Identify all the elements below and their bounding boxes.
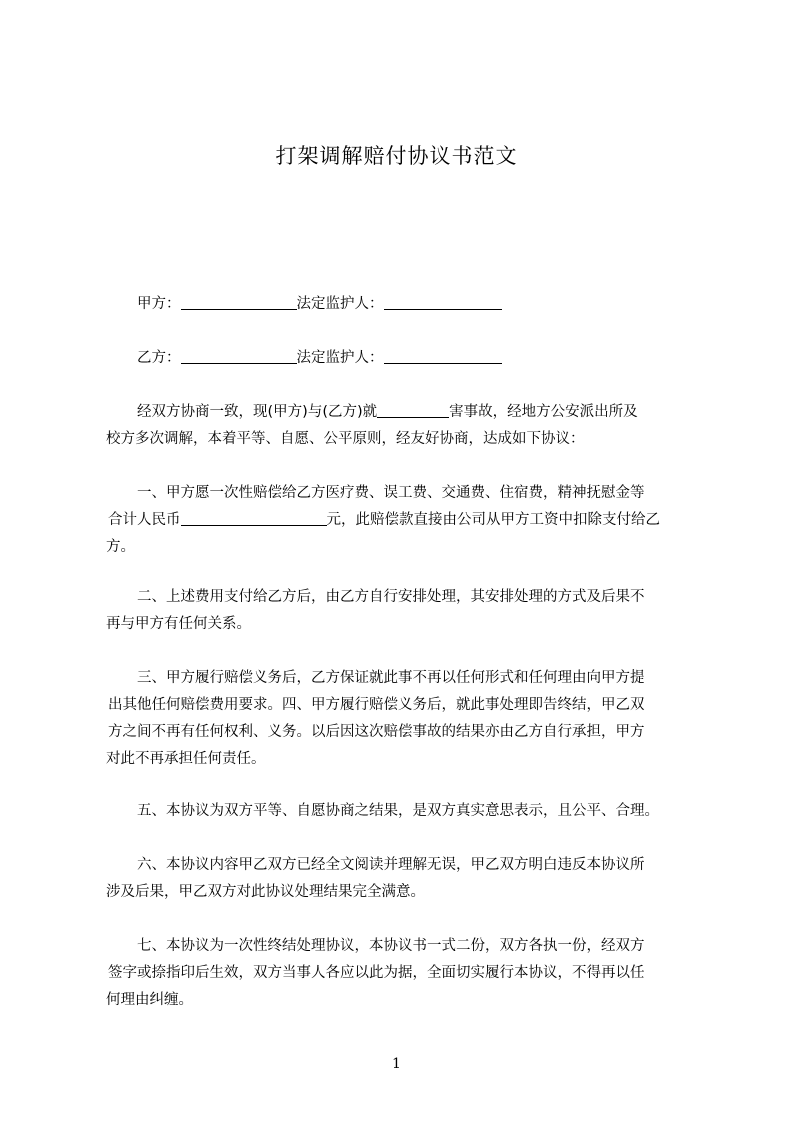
clause3-line-1: 三、甲方履行赔偿义务后，乙方保证就此事不再以任何形式和任何理由向甲方提 <box>137 670 645 686</box>
clause2-line-1: 二、上述费用支付给乙方后，由乙方自行安排处理，其安排处理的方式及后果不 <box>137 589 645 605</box>
party-a-name-blank <box>181 295 297 310</box>
clause1-line-3: 方。 <box>106 539 135 555</box>
document-title: 打架调解赔付协议书范文 <box>275 144 518 168</box>
clause1-line-2 <box>108 508 710 529</box>
party-a-guardian-blank <box>384 295 502 310</box>
intro-line-1 <box>137 400 739 421</box>
clause5-line-1: 五、本协议为双方平等、自愿协商之结果，是双方真实意思表示，且公平、合理。 <box>137 803 659 819</box>
clause7-line-2: 签字或捺指印后生效，双方当事人各应以此为据，全面切实履行本协议，不得再以任 <box>108 965 645 981</box>
clause3-line-2: 出其他任何赔偿费用要求。四、甲方履行赔偿义务后，就此事处理即告终结，甲乙双 <box>108 697 645 713</box>
clause1-amount-label: 合计人民币 <box>108 512 181 528</box>
clause1-text-b: 元，此赔偿款直接由公司从甲方工资中扣除支付给乙 <box>326 512 660 528</box>
page-number: 1 <box>392 1056 401 1072</box>
party-b-line <box>137 346 739 367</box>
clause6-line-2: 涉及后果，甲乙双方对此协议处理结果完全满意。 <box>106 884 425 900</box>
intro-text-a: 经双方协商一致，现(甲方)与(乙方)就 <box>137 404 378 420</box>
party-a-label: 甲方： <box>137 296 181 312</box>
party-b-guardian-label: 法定监护人： <box>296 350 384 366</box>
party-a-guardian-label: 法定监护人： <box>296 296 384 312</box>
party-b-label: 乙方： <box>137 350 181 366</box>
clause3-line-4: 对此不再承担任何责任。 <box>106 751 266 767</box>
clause6-line-1: 六、本协议内容甲乙双方已经全文阅读并理解无误，甲乙双方明白违反本协议所 <box>137 857 645 873</box>
intro-line-2: 校方多次调解，本着平等、自愿、公平原则，经友好协商，达成如下协议： <box>106 431 585 447</box>
clause2-line-2: 再与甲方有任何关系。 <box>106 616 251 632</box>
amount-blank <box>181 511 327 526</box>
clause7-line-1: 七、本协议为一次性终结处理协议，本协议书一式二份，双方各执一份，经双方 <box>137 938 645 954</box>
clause1-line-1: 一、甲方愿一次性赔偿给乙方医疗费、误工费、交通费、住宿费，精神抚慰金等 <box>137 485 645 501</box>
party-a-line <box>137 292 739 313</box>
incident-blank <box>377 403 449 418</box>
party-b-name-blank <box>181 349 297 364</box>
clause7-line-3: 何理由纠缠。 <box>106 992 193 1008</box>
party-b-guardian-blank <box>384 349 502 364</box>
clause3-line-3: 方之间不再有任何权利、义务。以后因这次赔偿事故的结果亦由乙方自行承担，甲方 <box>108 724 645 740</box>
intro-text-b: 害事故，经地方公安派出所及 <box>449 404 638 420</box>
